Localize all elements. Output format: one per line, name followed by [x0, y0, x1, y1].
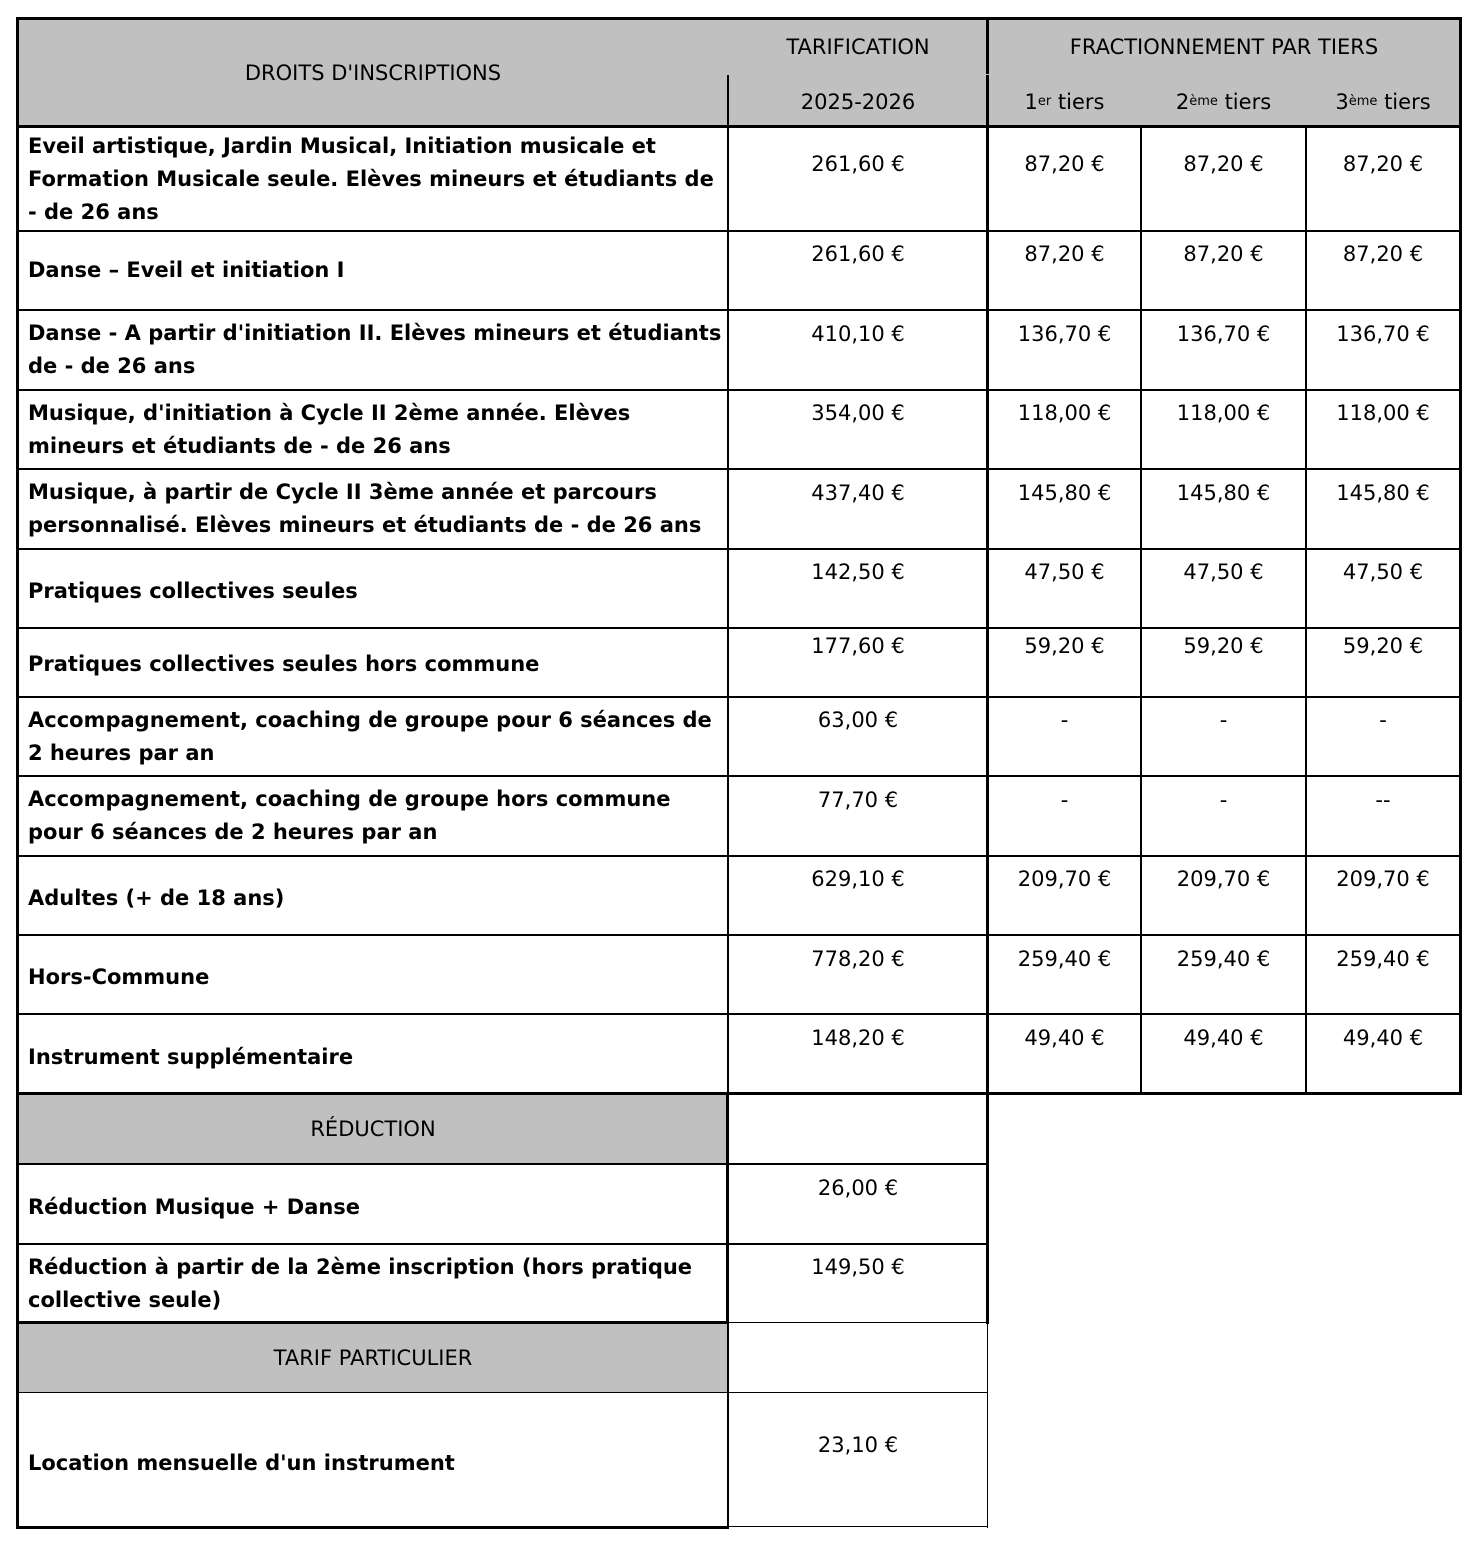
row-tier-2: 87,20 € [1183, 152, 1264, 176]
row-price: 63,00 € [817, 708, 899, 732]
row-tier-3: 136,70 € [1336, 322, 1430, 346]
row-label: Pratiques collectives seules hors commune [28, 652, 540, 676]
header-tier-2: 2 ème tiers [1141, 76, 1306, 128]
row-tier-2: 87,20 € [1183, 242, 1264, 266]
row-price: 778,20 € [811, 947, 905, 971]
border-line [16, 1243, 988, 1245]
border-line [16, 309, 1460, 311]
border-line [1140, 126, 1142, 1094]
row-label: Accompagnement, coaching de groupe pour 6 séances de 2 heures par an [28, 707, 712, 765]
row-price: 261,60 € [811, 242, 905, 266]
row-tier-2: 136,70 € [1176, 322, 1271, 346]
row-tier-3: 49,40 € [1342, 1026, 1424, 1050]
row-price: 142,50 € [811, 560, 905, 584]
row-label: Instrument supplémentaire [28, 1044, 354, 1069]
row-label: Danse – Eveil et initiation I [28, 258, 345, 282]
row-tier-3: - [1379, 708, 1387, 732]
row-tier-3: 259,40 € [1336, 947, 1430, 971]
row-tier-1: 145,80 € [1017, 481, 1112, 505]
header-droits [18, 20, 728, 126]
row-price: 148,20 € [811, 1026, 905, 1050]
reduction-header [18, 1094, 728, 1164]
row-tier-1: 259,40 € [1017, 947, 1112, 971]
tier-1-word: tiers [1057, 89, 1105, 114]
row-tier-1: 49,40 € [1024, 1026, 1105, 1050]
row-tier-2: 118,00 € [1176, 401, 1271, 425]
row-tier-2: 145,80 € [1176, 481, 1271, 505]
row-price: 354,00 € [811, 401, 905, 425]
row-tier-2: 49,40 € [1183, 1026, 1264, 1050]
row-price: 437,40 € [811, 481, 905, 505]
row-tier-2: - [1219, 788, 1228, 812]
tier-2-num: 2 [1175, 89, 1190, 114]
row-price: 629,10 € [811, 867, 905, 891]
border-line [16, 934, 1460, 936]
border-line [1305, 126, 1307, 1094]
tier-3-word: tiers [1384, 89, 1431, 114]
border-line [16, 1092, 1462, 1095]
border-line [727, 1323, 729, 1528]
border-line [16, 1392, 988, 1393]
border-line [727, 75, 729, 1095]
header-fractionnement-text: FRACTIONNEMENT PAR TIERS [1069, 34, 1379, 59]
row-label: Adultes (+ de 18 ans) [28, 886, 285, 910]
row-label: Accompagnement, coaching de groupe hors commune pour 6 séances de 2 heures par an [28, 787, 671, 844]
row-label: Pratiques collectives seules [28, 579, 358, 603]
border-line [729, 1526, 988, 1527]
border-line [16, 775, 1460, 777]
row-tier-2: 209,70 € [1176, 867, 1271, 891]
tier-2-word: tiers [1224, 89, 1272, 114]
row-tier-3: 47,50 € [1342, 560, 1424, 584]
row-tier-1: 87,20 € [1024, 242, 1105, 266]
border-line [986, 1094, 989, 1324]
border-line [16, 1526, 729, 1529]
row-tier-3: -- [1375, 788, 1391, 812]
header-fractionnement [988, 20, 1460, 74]
border-line [16, 696, 1460, 698]
reduction-row-price: 26,00 € [817, 1176, 899, 1200]
tarif-particulier-title: TARIF PARTICULIER [273, 1345, 473, 1370]
row-tier-1: 87,20 € [1024, 152, 1105, 176]
reduction-row-label: Réduction à partir de la 2ème inscription (hors pratique collective seule) [28, 1254, 693, 1312]
row-tier-3: 59,20 € [1342, 634, 1424, 658]
row-tier-1: 118,00 € [1017, 401, 1112, 425]
border-line [16, 1321, 729, 1324]
header-droits-text: DROITS D'INSCRIPTIONS [244, 60, 502, 85]
header-tarification-text: TARIFICATION [786, 34, 930, 59]
row-tier-1: 59,20 € [1024, 634, 1105, 658]
border-line [16, 17, 19, 1528]
border-line [16, 17, 1462, 20]
row-label: Eveil artistique, Jardin Musical, Initiation musicale et Formation Musicale seule. Elèves mineurs et étudiants de - de 26 ans [28, 134, 714, 224]
reduction-row-price: 149,50 € [811, 1255, 905, 1279]
row-label: Hors-Commune [28, 965, 210, 989]
row-price: 77,70 € [817, 788, 899, 812]
tarif-particulier-header [18, 1323, 728, 1393]
row-tier-1: 136,70 € [1017, 322, 1112, 346]
border-line [16, 389, 1460, 391]
row-tier-3: 118,00 € [1336, 401, 1430, 425]
row-tier-2: 59,20 € [1183, 634, 1264, 658]
border-line [16, 1013, 1460, 1015]
border-line [726, 1094, 729, 1324]
reduction-title: RÉDUCTION [310, 1116, 436, 1141]
border-line [729, 1322, 988, 1323]
border-line [16, 230, 1460, 232]
row-tier-2: 259,40 € [1176, 947, 1271, 971]
row-price: 410,10 € [811, 322, 905, 346]
border-line [16, 627, 1460, 629]
header-tarification [728, 20, 988, 74]
row-tier-1: 209,70 € [1017, 867, 1112, 891]
tarif-particulier-row-label: Location mensuelle d'un instrument [28, 1451, 455, 1475]
tier-3-num: 3 [1335, 89, 1349, 114]
row-tier-1: 47,50 € [1024, 560, 1105, 584]
row-tier-1: - [1060, 708, 1069, 732]
row-tier-3: 209,70 € [1336, 867, 1430, 891]
border-line [16, 855, 1460, 857]
row-tier-2: - [1219, 708, 1228, 732]
row-label: Danse - A partir d'initiation II. Elèves mineurs et étudiants de - de 26 ans [28, 321, 722, 378]
row-tier-3: 87,20 € [1342, 152, 1424, 176]
row-tier-3: 87,20 € [1342, 242, 1424, 266]
row-label: Musique, d'initiation à Cycle II 2ème année. Elèves mineurs et étudiants de - de 26 ans [28, 400, 631, 458]
tarif-particulier-row-price: 23,10 € [817, 1433, 899, 1457]
header-year [728, 76, 988, 128]
row-price: 177,60 € [811, 634, 905, 658]
tier-1-num: 1 [1024, 89, 1038, 114]
header-tier-1: 1 er tiers [988, 76, 1141, 128]
border-line [16, 548, 1460, 550]
header-year-text: 2025-2026 [800, 89, 916, 114]
border-line [16, 1163, 988, 1165]
row-tier-3: 145,80 € [1336, 481, 1430, 505]
border-line [16, 468, 1460, 470]
border-line [987, 1323, 988, 1528]
reduction-row-label: Réduction Musique + Danse [28, 1194, 361, 1219]
row-tier-1: - [1060, 788, 1069, 812]
border-line [16, 125, 1462, 128]
row-price: 261,60 € [811, 152, 905, 176]
header-tier-3: 3 ème tiers [1306, 76, 1460, 128]
row-label: Musique, à partir de Cycle II 3ème année et parcours personnalisé. Elèves mineurs et étudiants de - de 26 ans [28, 480, 702, 537]
border-line [728, 74, 1459, 75]
row-tier-2: 47,50 € [1183, 560, 1264, 584]
